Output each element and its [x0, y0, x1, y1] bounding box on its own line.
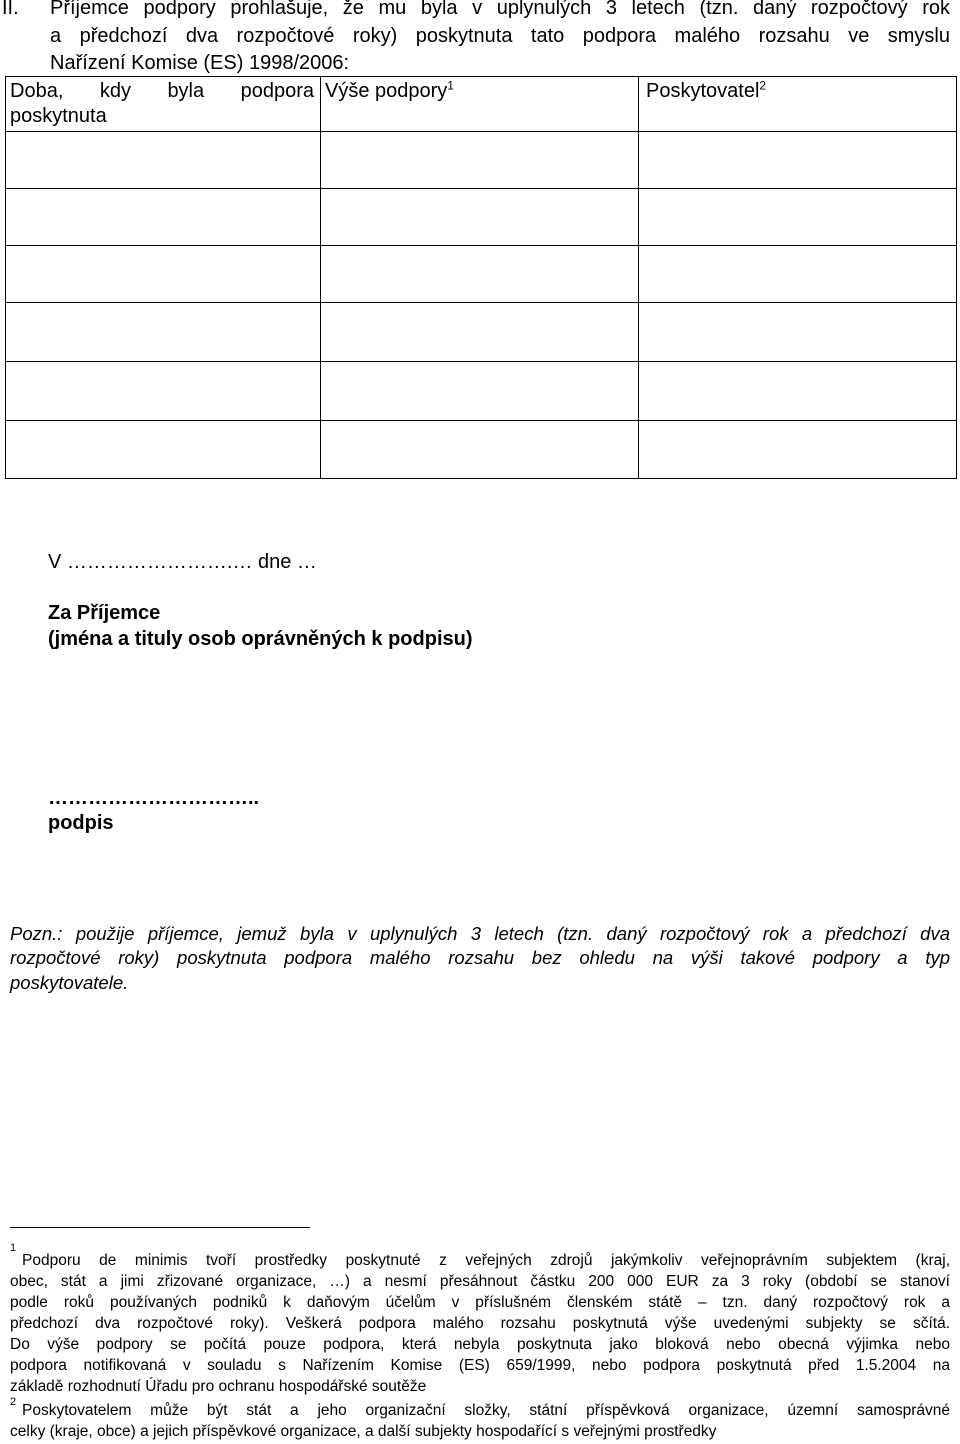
table-row-line — [5, 245, 957, 246]
footnote-1-line: Do výše podpory se počítá pouze podpora, která nebyla poskytnuta jako bloková nebo obecná výjimka nebo — [10, 1336, 950, 1353]
place-date-line: V …………………….… dne … — [48, 551, 317, 573]
table-header-period: Doba, kdy byla podpora — [10, 80, 314, 102]
footnote-1 — [10, 1250, 950, 1397]
section-text-line: a předchozí dva rozpočtové roky) poskytnuta tato podpora malého rozsahu ve smyslu — [50, 25, 950, 47]
footnote-2 — [10, 1400, 950, 1442]
footnote-1-line: obec, stát a jimi zřizované organizace, …) a nesmí přesáhnout částku 200 000 EUR za 3 roky (období se stanoví — [10, 1273, 950, 1290]
table-border-bottom — [5, 478, 957, 479]
table-header-amount — [325, 79, 454, 103]
note-line: poskytovatele. — [10, 972, 129, 993]
footnote-1-line: podpora notifikovaná v souladu s Nařízením Komise (ES) 659/1999, nebo podpora poskytnutá před 1.5.2004 na — [10, 1357, 950, 1374]
table-row-line — [5, 302, 957, 303]
note-line: Pozn.: použije příjemce, jemuž byla v uplynulých 3 letech (tzn. daný rozpočtový rok a předchozí dva — [10, 923, 950, 944]
table-divider-2 — [638, 76, 639, 479]
footnote-1-marker: 1 — [10, 1242, 17, 1254]
signature-label: podpis — [48, 812, 114, 834]
support-table — [0, 0, 960, 480]
footnote-2-marker: 2 — [10, 1396, 17, 1408]
footnote-separator — [10, 1227, 310, 1228]
signatory-title: Za Příjemce — [48, 602, 161, 624]
table-row-line — [5, 131, 957, 132]
footnote-1-line: Podporu de minimis tvoří prostředky poskytnuté z veřejných zdrojů jakýmkoliv veřejnoprávním subjektem (kraj, — [22, 1252, 950, 1269]
table-header-amount-label: Výše podpory — [325, 80, 448, 102]
footnote-ref-1: 1 — [447, 78, 454, 93]
table-header-period-cont: poskytnuta — [10, 105, 107, 127]
footnote-2-line: celky (kraje, obce) a jejich příspěvkové organizace, a další subjekty hospodařící s veřejnými prostředky — [10, 1423, 717, 1440]
table-border-right — [956, 76, 957, 479]
footnote-ref-2: 2 — [759, 78, 767, 93]
table-row-line — [5, 420, 957, 421]
table-row-line — [5, 361, 957, 362]
section-text-line: Příjemce podpory prohlašuje, že mu byla v uplynulých 3 letech (tzn. daný rozpočtový rok — [50, 0, 950, 19]
note-line: rozpočtové roky) poskytnuta podpora malého rozsahu bez ohledu na výši takové podpory a typ — [10, 947, 950, 968]
footnote-1-line: předchozí dva rozpočtové roky). Veškerá podpora malého rozsahu poskytnutá výše uvedenými subjekty se sčítá. — [10, 1315, 950, 1332]
section-text-line: Nařízení Komise (ES) 1998/2006: — [50, 52, 350, 74]
footnote-1-line: základě rozhodnutí Úřadu pro ochranu hospodářské soutěže — [10, 1378, 427, 1395]
table-border-top — [5, 76, 957, 77]
signature-dots: ………………………….. — [48, 787, 260, 809]
table-border-left — [5, 76, 6, 479]
table-divider-1 — [320, 76, 321, 479]
footnote-2-line: Poskytovatelem může být stát a jeho organizační složky, státní příspěvková organizace, územní samosprávné — [22, 1402, 950, 1419]
section-number: II. — [2, 0, 19, 19]
signatory-subtitle: (jména a tituly osob oprávněných k podpisu) — [48, 628, 473, 650]
footnote-1-line: podle roků používaných podniků k daňovým účelům v příslušném členském státě – tzn. daný rozpočtový rok a — [10, 1294, 950, 1311]
table-header-provider — [646, 79, 766, 103]
table-header-provider-label: Poskytovatel — [646, 80, 760, 102]
table-row-line — [5, 188, 957, 189]
